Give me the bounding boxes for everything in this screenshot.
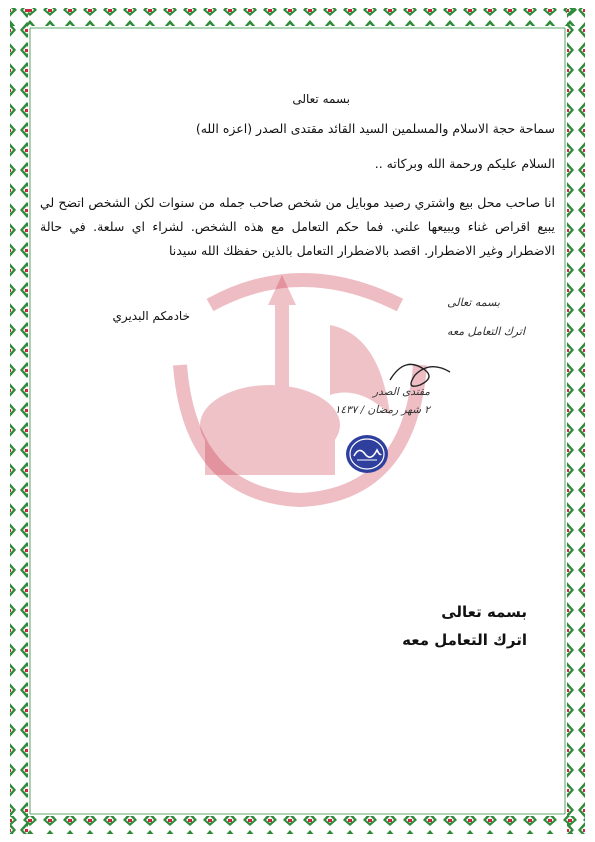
letter-question: انا صاحب محل بيع واشتري رصيد موبايل من شخص صاحب جمله من سنوات لكن الشخص اتضح لي يبيع اقراص غناء ويبيعها علني. فما حكم التعامل مع هذه الشخص. لشراء اي سلعة. في حالة الاضطرار وغير الاضطرار. اقصد بالاضطرار التعامل بالذين حفظك الله سيدنا (40, 195, 555, 258)
letter-heading: بسمه تعالى (292, 92, 350, 106)
official-stamp (345, 432, 389, 476)
typed-reply-heading: بسمه تعالى (441, 603, 527, 621)
handwritten-date: ٢ شهر رمضان / ١٤٣٧ (334, 404, 430, 416)
letter-signature: خادمكم البديري (112, 309, 190, 323)
letter-address: سماحة حجة الاسلام والمسلمين السيد القائد مقتدى الصدر (اعزه الله) (195, 121, 555, 136)
handwritten-reply: اترك التعامل معه (447, 325, 525, 338)
handwritten-heading: بسمه تعالى (447, 296, 500, 309)
letter-greeting: السلام عليكم ورحمة الله وبركاته .. (374, 156, 555, 171)
handwritten-signature: مقتدى الصدر (373, 386, 430, 398)
typed-reply-text: اترك التعامل معه (402, 631, 527, 649)
